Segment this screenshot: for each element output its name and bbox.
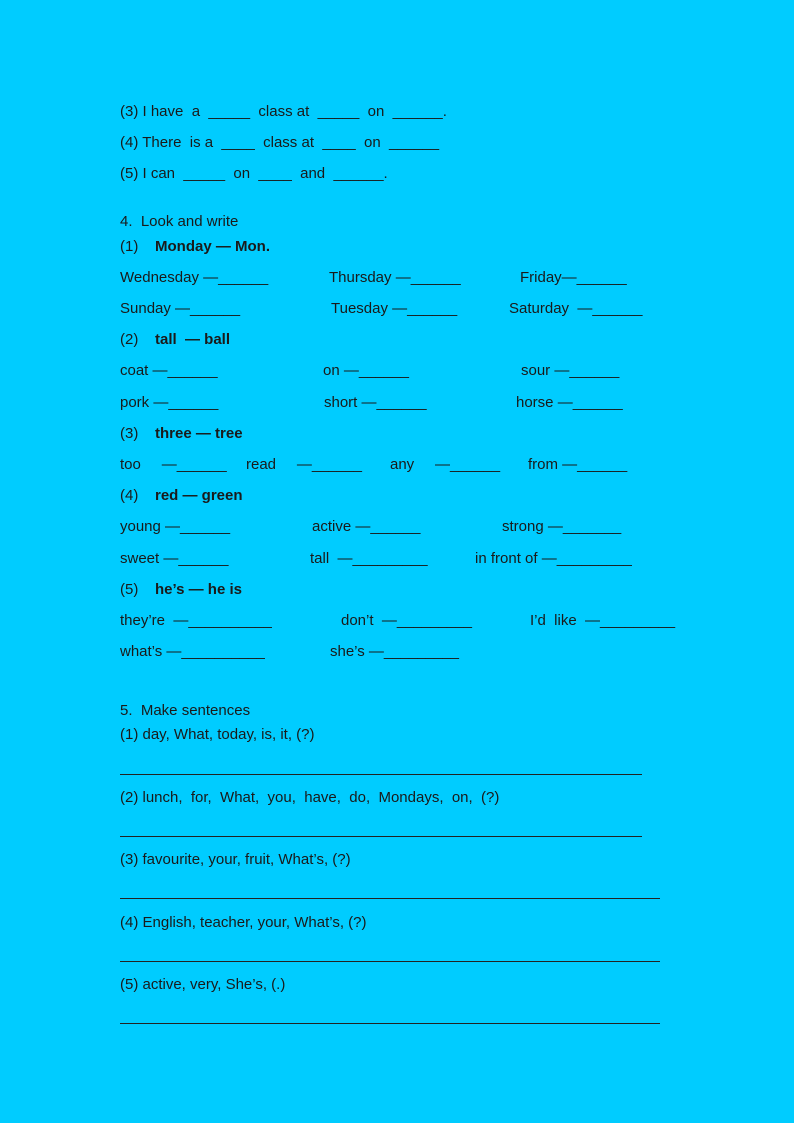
word-item: read —______ <box>246 456 362 473</box>
sentence-prompt-3: (3) favourite, your, fruit, What’s, (?) <box>120 851 351 868</box>
word-item: too —______ <box>120 456 227 473</box>
group-3-example: three — tree <box>155 425 243 442</box>
word-item: they’re —__________ <box>120 612 272 629</box>
sentence-prompt-4: (4) English, teacher, your, What’s, (?) <box>120 914 367 931</box>
sentence-prompt-1: (1) day, What, today, is, it, (?) <box>120 726 315 743</box>
word-item: Tuesday —______ <box>331 300 458 317</box>
answer-line-2[interactable] <box>120 836 642 837</box>
answer-line-4[interactable] <box>120 961 660 962</box>
group-2-number: (2) <box>120 331 139 348</box>
word-item: tall —_________ <box>310 550 428 567</box>
group-4-example: red — green <box>155 487 243 504</box>
word-item: sweet —______ <box>120 550 229 567</box>
answer-line-3[interactable] <box>120 898 660 899</box>
group-1-number: (1) <box>120 238 139 255</box>
sentence-prompt-5: (5) active, very, She’s, (.) <box>120 976 286 993</box>
answer-line-5[interactable] <box>120 1023 660 1024</box>
word-item: sour —______ <box>521 362 620 379</box>
group-2-example: tall — ball <box>155 331 231 348</box>
question-3-text: (3) I have a _____ class at _____ on ______. <box>120 103 447 120</box>
group-3-number: (3) <box>120 425 139 442</box>
word-item: strong —_______ <box>502 518 622 535</box>
answer-line-1[interactable] <box>120 774 642 775</box>
group-1-example: Monday — Mon. <box>155 238 270 255</box>
question-5-text: (5) I can _____ on ____ and ______. <box>120 165 388 182</box>
group-5-number: (5) <box>120 581 139 598</box>
word-item: I’d like —_________ <box>530 612 676 629</box>
question-4-text: (4) There is a ____ class at ____ on ______ <box>120 134 440 151</box>
word-item: active —______ <box>312 518 421 535</box>
sentence-prompt-2: (2) lunch, for, What, you, have, do, Mondays, on, (?) <box>120 789 500 806</box>
word-item: young —______ <box>120 518 231 535</box>
word-item: coat —______ <box>120 362 218 379</box>
group-4-number: (4) <box>120 487 139 504</box>
word-item: any —______ <box>390 456 501 473</box>
section-4-heading: 4. Look and write <box>120 213 239 230</box>
word-item: pork —______ <box>120 394 219 411</box>
word-item: short —______ <box>324 394 427 411</box>
word-item: in front of —_________ <box>475 550 632 567</box>
word-item: what’s —__________ <box>120 643 265 660</box>
section-5-heading: 5. Make sentences <box>120 702 251 719</box>
word-item: horse —______ <box>516 394 623 411</box>
word-item: she’s —_________ <box>330 643 459 660</box>
word-item: Wednesday —______ <box>120 269 269 286</box>
word-item: Sunday —______ <box>120 300 241 317</box>
group-5-example: he’s — he is <box>155 581 242 598</box>
word-item: on —______ <box>323 362 409 379</box>
word-item: Thursday —______ <box>329 269 461 286</box>
word-item: Friday—______ <box>520 269 627 286</box>
word-item: from —______ <box>528 456 628 473</box>
word-item: don’t —_________ <box>341 612 472 629</box>
word-item: Saturday —______ <box>509 300 643 317</box>
